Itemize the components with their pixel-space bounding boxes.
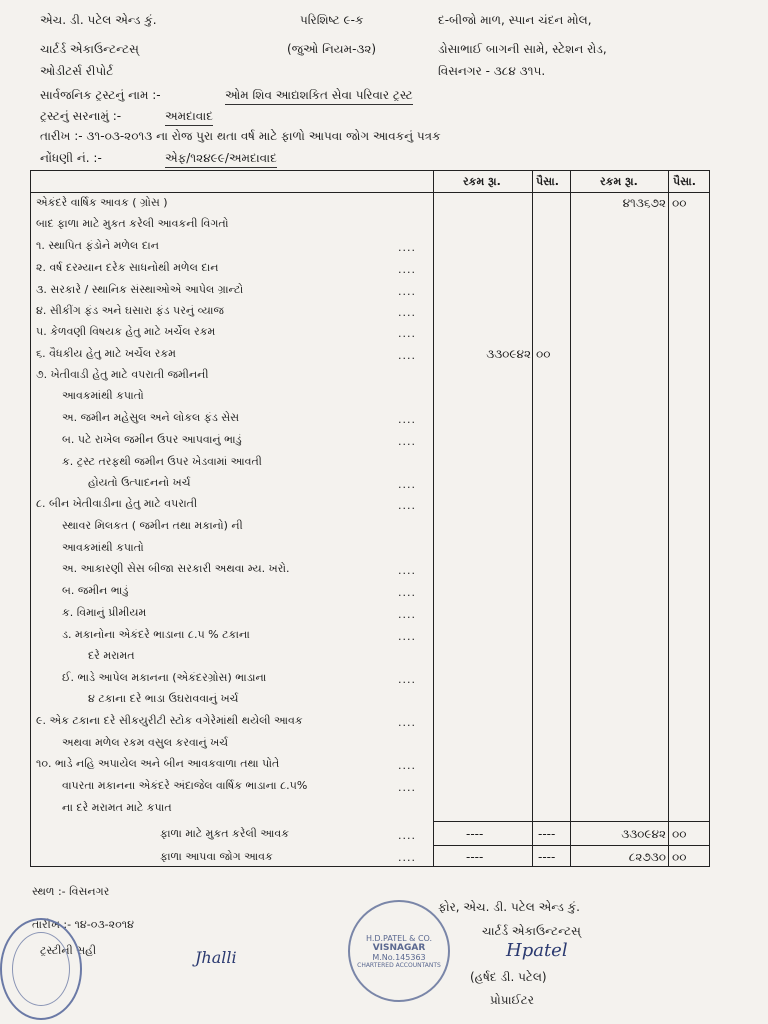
- firm-role: ચાર્ટર્ડ એકાઉન્ટન્ટસ્: [40, 42, 139, 56]
- column-header-paise-total: પૈસા.: [673, 175, 696, 188]
- leader-dots: ....: [398, 673, 416, 686]
- for-firm: ફોર, એચ. ડી. પટેલ એન્ડ કું.: [438, 900, 580, 914]
- list-item: વાપરતા મકાનના એકંદરે અંદાજેલ વાર્ષિક ભાડાના ૮.૫%: [62, 779, 308, 792]
- trust-name-label: સાર્વજનિક ટ્રસ્ટનું નામ :-: [40, 88, 161, 102]
- leader-dots: ....: [398, 413, 416, 426]
- footer-firm-role: ચાર્ટર્ડ એકાઉન્ટન્ટસ્: [482, 924, 581, 938]
- firm-name: એચ. ડી. પટેલ એન્ડ કું.: [40, 13, 157, 27]
- list-item: ૪ ટકાના દરે ભાડા ઉઘરાવવાનું ખર્ચ: [88, 692, 239, 705]
- list-item: ૧૦. ભાડે નહિ અપાયેલ અને બીન આવકવાળા તથા પોતે: [36, 757, 280, 770]
- list-item: ક. વિમાનું પ્રીમીયમ: [62, 606, 147, 619]
- list-item: ૬. વૈધકીય હેતુ માટે ખર્ચેલ રકમ: [36, 347, 176, 360]
- list-item: ડ. મકાનોના એકંદરે ભાડાના ૮.૫ % ટકાના: [62, 628, 250, 641]
- list-item: ૭. ખેતીવાડી હેતુ માટે વપરાતી જમીનની: [36, 368, 209, 381]
- registration-label: નોંધણી નં. :-: [40, 151, 102, 165]
- schedule-number: પરિશિષ્ટ ૯-ક: [300, 13, 364, 27]
- trust-address-value: અમદાવાદ: [165, 109, 213, 126]
- payable-income-label: ફાળા આપવા જોગ આવક: [160, 850, 273, 863]
- deduction-heading: બાદ ફાળા માટે મુકત કરેલી આવકની વિગતો: [36, 217, 229, 230]
- trustee-signature: Jhalli: [195, 948, 237, 967]
- list-item: ઈ. ભાડે આપેલ મકાનના (એકંદરગ્રોસ) ભાડાના: [62, 671, 267, 684]
- exempt-income-amount: ૩૩૦૯૪૨: [621, 827, 666, 841]
- list-item: અ. જમીન મહેસુલ અને લોકલ ફંડ સેસ: [62, 411, 240, 424]
- gross-income-amount: ૪૧૩૬૭૨: [622, 196, 666, 210]
- address-line-1: દ-બીજો માળ, સ્પાન ચંદન મોલ,: [438, 13, 592, 27]
- proprietor-title: પ્રોપ્રાઈટર: [490, 993, 534, 1007]
- leader-dots: ....: [398, 349, 416, 362]
- medical-expense-amount: ૩૩૦૯૪૨: [486, 347, 531, 361]
- list-item: ૮. બીન ખેતીવાડીના હેતુ માટે વપરાતી: [36, 497, 198, 510]
- place: સ્થળ :- વિસનગર: [32, 885, 110, 898]
- leader-dots: ....: [398, 759, 416, 772]
- column-header-paise: પૈસા.: [536, 175, 559, 188]
- list-item: હોયતો ઉત્પાદનનો ખર્ચ: [88, 476, 191, 489]
- exempt-income-label: ફાળા માટે મુકત કરેલી આવક: [160, 827, 290, 840]
- stamp-firm-text: H.D.PATEL & CO.: [365, 933, 433, 943]
- proprietor-name: (હર્ષદ ડી. પટેલ): [470, 970, 547, 984]
- list-item: બ. જમીન ભાડું: [62, 584, 129, 597]
- payable-income-amount: ૮૨૭૩૦: [628, 850, 666, 864]
- leader-dots: ....: [398, 478, 416, 491]
- gross-income-label: એકંદરે વાર્ષિક આવક ( ગ્રોસ ): [36, 196, 168, 209]
- trust-stamp: [0, 918, 82, 1020]
- rule-reference: (જુઓ નિયમ-૩૨): [287, 42, 377, 56]
- exempt-income-paise: ૦૦: [672, 827, 687, 841]
- leader-dots: ....: [398, 306, 416, 319]
- dash: ----: [538, 850, 556, 864]
- trust-name-value: ઓમ શિવ આદ્યશકિત સેવા પરિવાર ટ્રસ્ટ: [225, 88, 413, 105]
- leader-dots: ....: [398, 586, 416, 599]
- list-item: બ. પટે રાખેલ જમીન ઉપર આપવાનું ભાડું: [62, 433, 242, 446]
- leader-dots: ....: [398, 716, 416, 729]
- list-item: અથવા મળેલ રકમ વસુલ કરવાનું ખર્ચ: [62, 736, 229, 749]
- leader-dots: ....: [398, 630, 416, 643]
- dash: ----: [538, 827, 556, 841]
- list-item: અ. આકારણી સેસ બીજા સરકારી અથવા મ્ય. ખરો.: [62, 562, 290, 575]
- list-item: દરે મરામત: [88, 649, 135, 662]
- address-line-3: વિસનગર - ૩૮૪ ૩૧૫.: [438, 64, 546, 78]
- leader-dots: ....: [398, 564, 416, 577]
- dash: ----: [466, 850, 484, 864]
- list-item: સ્થાવર મિલકત ( જમીન તથા મકાનો) ની: [62, 519, 243, 532]
- column-header-amount-total: રકમ રૂા.: [600, 175, 638, 188]
- list-item: આવકમાંથી કપાતો: [62, 541, 144, 554]
- list-item: ૨. વર્ષ દરમ્યાન દરેક સાધનોથી મળેલ દાન: [36, 261, 219, 274]
- leader-dots: ....: [398, 499, 416, 512]
- leader-dots: ....: [398, 327, 416, 340]
- payable-income-paise: ૦૦: [672, 850, 687, 864]
- address-line-2: ડોસાભાઈ બાગની સામે, સ્ટેશન રોડ,: [438, 42, 607, 56]
- leader-dots: ....: [398, 435, 416, 448]
- list-item: ૫. કેળવણી વિષયક હેતુ માટે ખર્ચેલ રકમ: [36, 325, 216, 338]
- report-type: ઓડીટર્સ રીપોર્ટ: [40, 64, 114, 78]
- leader-dots: ....: [398, 263, 416, 276]
- medical-expense-paise: ૦૦: [536, 347, 551, 361]
- list-item: ૩. સરકારે / સ્થાનિક સંસ્થાઓએ આપેલ ગ્રાન્ટો: [36, 283, 244, 296]
- trustee-signature-label: ટ્રસ્ટીની સહી: [40, 944, 97, 957]
- list-item: ક. ટ્રસ્ટ તરફથી જમીન ઉપર ખેડવામાં આવતી: [62, 455, 262, 468]
- stamp-city: VISNAGAR: [372, 942, 426, 953]
- stamp-membership: M.No.145363: [372, 952, 426, 962]
- gross-income-paise: ૦૦: [672, 196, 687, 210]
- list-item: ના દરે મરામત માટે કપાત: [62, 801, 172, 814]
- dash: ----: [466, 827, 484, 841]
- leader-dots: ....: [398, 851, 416, 864]
- sign-date: તારીખ :- ૧૪-૦૩-૨૦૧૪: [32, 918, 134, 931]
- list-item: ૯. એક ટકાના દરે સીકયુરીટી સ્ટોક વગેરેમાંથી થયેલી આવક: [36, 714, 303, 727]
- registration-value: એફ/૧૨૪૯૯/અમદાવાદ: [165, 151, 277, 168]
- auditor-stamp: [348, 900, 450, 1002]
- column-header-amount: રકમ રૂા.: [463, 175, 501, 188]
- trust-address-label: ટ્રસ્ટનું સરનામું :-: [40, 109, 122, 123]
- statement-date-line: તારીખ :- ૩૧-૦૩-૨૦૧૩ ના રોજ પુરા થતા વર્ષ માટે ફાળો આપવા જોગ આવકનું પત્રક: [40, 129, 441, 143]
- list-item: ૧. સ્થાપિત ફંડોને મળેલ દાન: [36, 239, 159, 252]
- leader-dots: ....: [398, 829, 416, 842]
- leader-dots: ....: [398, 608, 416, 621]
- list-item: ૪. સીકીંગ ફંડ અને ઘસારા ફંડ પરનું વ્યાજ: [36, 304, 224, 317]
- leader-dots: ....: [398, 285, 416, 298]
- leader-dots: ....: [398, 781, 416, 794]
- stamp-role: CHARTERED ACCOUNTANTS: [357, 961, 441, 969]
- leader-dots: ....: [398, 241, 416, 254]
- list-item: આવકમાંથી કપાતો: [62, 389, 144, 402]
- auditor-signature: Hpatel: [506, 940, 568, 961]
